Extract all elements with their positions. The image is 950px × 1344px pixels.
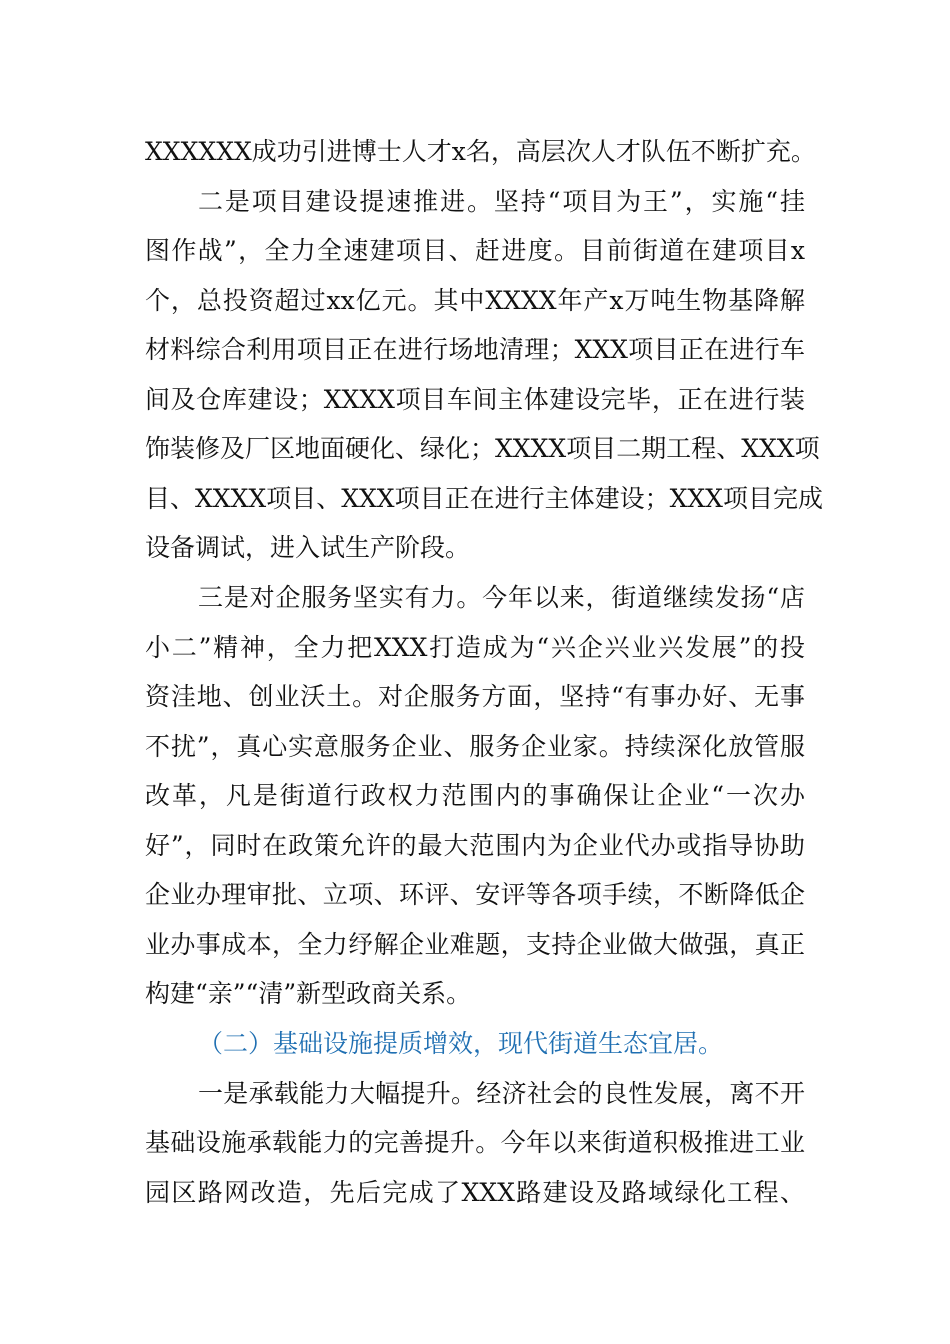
- paragraph-line: 小二”精神，全力把XXX打造成为“兴企兴业兴发展”的投: [145, 633, 805, 662]
- paragraph-line: 好”，同时在政策允许的最大范围内为企业代办或指导协助: [145, 831, 805, 860]
- paragraph-line: 一是承载能力大幅提升。经济社会的良性发展，离不开: [198, 1079, 805, 1108]
- paragraph-line: 构建“亲”“清”新型政商关系。: [145, 979, 472, 1008]
- paragraph-line: 企业办理审批、立项、环评、安评等各项手续，不断降低企: [145, 880, 805, 909]
- paragraph-line: 个，总投资超过xx亿元。其中XXXX年产x万吨生物基降解: [145, 286, 805, 315]
- paragraph-line: 二是项目建设提速推进。坚持“项目为王”，实施“挂: [198, 187, 805, 216]
- paragraph-line: 业办事成本，全力纾解企业难题，支持企业做大做强，真正: [145, 930, 805, 959]
- paragraph-line: 间及仓库建设；XXXX项目车间主体建设完毕，正在进行装: [145, 385, 805, 414]
- paragraph-line: 园区路网改造，先后完成了XXX路建设及路域绿化工程、: [145, 1178, 805, 1207]
- paragraph-line: 目、XXXX项目、XXX项目正在进行主体建设；XXX项目完成: [145, 484, 823, 513]
- paragraph-line: 基础设施承载能力的完善提升。今年以来街道积极推进工业: [145, 1128, 805, 1157]
- paragraph-line: 材料综合利用项目正在进行场地清理；XXX项目正在进行车: [145, 335, 805, 364]
- paragraph-line: 饰装修及厂区地面硬化、绿化；XXXX项目二期工程、XXX项: [145, 434, 820, 463]
- paragraph-line: 改革，凡是街道行政权力范围内的事确保让企业“一次办: [145, 781, 805, 810]
- paragraph-line: 设备调试，进入试生产阶段。: [145, 533, 471, 562]
- paragraph-line: 资洼地、创业沃土。对企服务方面，坚持“有事办好、无事: [145, 682, 805, 711]
- paragraph-line: 三是对企服务坚实有力。今年以来，街道继续发扬“店: [198, 583, 805, 612]
- section-heading: （二）基础设施提质增效，现代街道生态宜居。: [198, 1029, 724, 1058]
- paragraph-line: 图作战”，全力全速建项目、赶进度。目前街道在建项目x: [145, 236, 805, 265]
- paragraph-line: 不扰”，真心实意服务企业、服务企业家。持续深化放管服: [145, 732, 805, 761]
- paragraph-line: XXXXXX成功引进博士人才x名，高层次人才队伍不断扩充。: [145, 137, 816, 166]
